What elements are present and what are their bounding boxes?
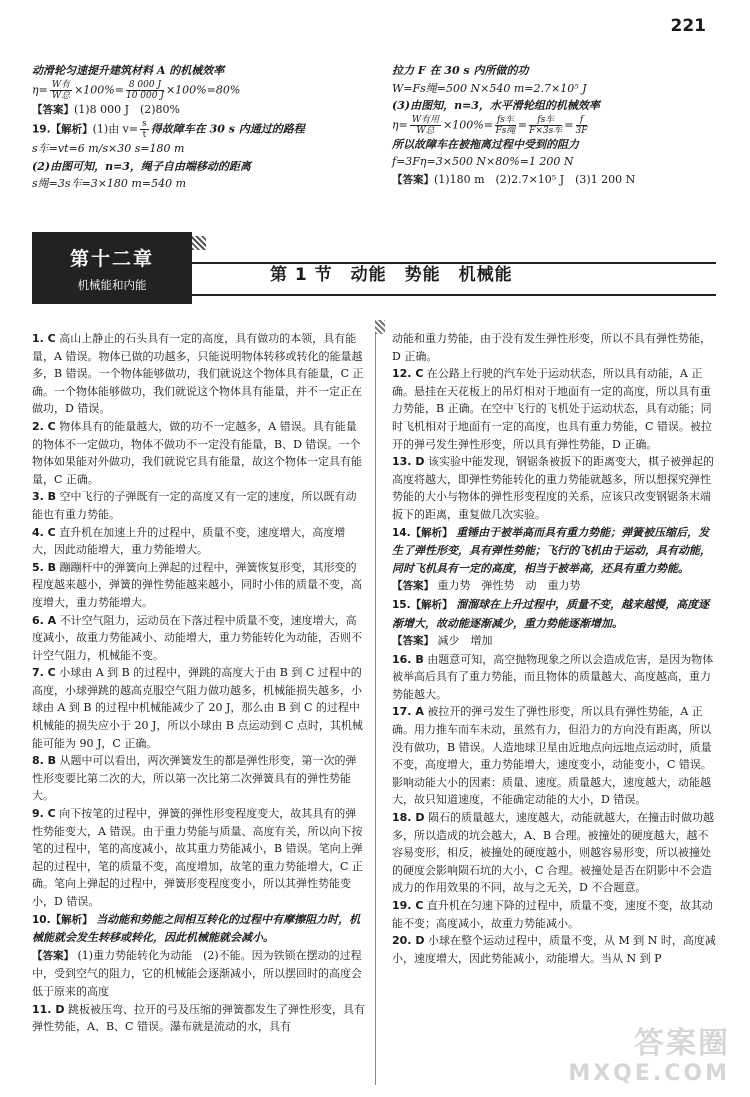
answer-item — [32, 1001, 367, 1036]
question-19: 19.【解析】(1)由 v= $\frac{s}{t}$ 得故障车在 30 s 内通过的路程 — [32, 119, 305, 141]
chapter-subtitle: 机械能和内能 — [77, 277, 147, 292]
item-number: 17. A — [392, 705, 424, 719]
answer-item — [392, 577, 717, 596]
item-number: 20. D — [392, 934, 425, 948]
item-number: 16. B — [392, 652, 424, 666]
answer-item — [392, 651, 717, 704]
item-text: (1)重力势能转化为动能 (2)不能。因为铁锁在摆动的过程中，受到空气的阻力，它的机械能会逐渐减小，所以摆回时的高度会低于原来的高度 — [32, 948, 362, 998]
item-number: 2. C — [32, 419, 56, 433]
item-number: 【答案】 — [392, 635, 434, 648]
answer-item — [32, 947, 367, 1001]
answer-item — [32, 559, 367, 612]
item-text: 小球在整个运动过程中，质量不变，从 M 到 N 时，高度减小，速度增大，因此势能减小，动能增大。当从 N 到 P — [392, 934, 716, 965]
item-text: 小球由 A 到 B 的过程中，弹跳的高度大于由 B 到 C 过程中的高度，小球弹跳的越高克服空气阻力做功越多，机械能损失越多，小球由 A 到 B 的过程中机械能减少了 20 J，那么由 B 到 C 的过程中机械能的损失应小于 20 J，所以小球由 B 点运动到 C 点时，其机械能可能为 90 J，C 正确。 — [32, 666, 363, 750]
item-text: 直升机在加速上升的过程中，质量不变，速度增大，高度增大，因此动能增大，重力势能增大。 — [32, 525, 346, 557]
chapter-banner — [32, 232, 192, 304]
text-line: 拉力 F 在 30 s 内所做的功 — [392, 64, 529, 77]
item-number: 5. B — [32, 560, 57, 574]
item-text: 直升机在匀速下降的过程中，质量不变，速度不变，故其动能不变；高度减小，故重力势能减小。 — [392, 899, 713, 930]
item-text: 由题意可知，高空抛物现象之所以会造成危害，是因为物体被举高后具有了重力势能，而且物体的质量越大、高度越高，重力势能越大。 — [392, 652, 714, 701]
text-line: f=3Fη=3×500 N×80%=1 200 N — [392, 155, 574, 169]
item-number: 8. B — [32, 754, 57, 768]
column-divider — [375, 320, 376, 1085]
item-number: 6. A — [32, 613, 57, 627]
item-number: 12. C — [392, 367, 424, 381]
item-text: 物体具有的能量越大，做的功不一定越多，A 错误。具有能量的物体不一定做功，物体不做功不一定没有能量，B、D 错误。一个物体如果能对外做功，我们就说它具有能量，故这个物体一定具有能量，C 正确。 — [32, 419, 362, 486]
item-number: 3. B — [32, 490, 57, 504]
item-number: 18. D — [392, 811, 425, 825]
answer-item — [32, 330, 367, 418]
answer-item — [32, 805, 367, 911]
item-number: 4. C — [32, 525, 56, 539]
answer-item — [392, 809, 717, 897]
item-number: 9. C — [32, 807, 56, 821]
answer-item — [392, 897, 717, 932]
item-text: 减少 增加 — [437, 634, 493, 648]
hatch-ornament — [375, 320, 385, 334]
answer-item — [32, 752, 367, 805]
answer-item — [32, 488, 367, 523]
item-text: 重力势 弹性势 动 重力势 — [437, 579, 581, 593]
item-text: 蹦蹦杆中的弹簧向上弹起的过程中，弹簧恢复形变，其形变的程度越来越小，弹簧的弹性势能越来越小，同时小伟的质量不变，高度增大，重力势能增大。 — [32, 560, 362, 609]
answer-item — [392, 596, 717, 632]
answer-item — [392, 330, 717, 365]
top-right-solution — [392, 62, 722, 190]
item-text: 空中飞行的子弹既有一定的高度又有一定的速度，所以既有动能也有重力势能。 — [32, 490, 357, 521]
item-text: 陨石的质量越大，速度越大，动能就越大，在撞击时做功越多，所以造成的坑会越大，A、B 合理。被撞处的硬度越大，越不容易变形，相反，被撞处的硬度越小，则越容易形变，所以被撞处的硬度会影响陨石坑的大小，C 合理。被撞处是否在阴影中不会造成力的作用效果的不同，故与之无关，D 不合题意。 — [392, 811, 714, 895]
item-text: 动能和重力势能，由于没有发生弹性形变，所以不具有弹性势能，D 正确。 — [392, 332, 711, 363]
item-text: 跳板被压弯、拉开的弓及压缩的弹簧都发生了弹性形变，具有弹性势能，A、B、C 错误。瀑布就是流动的水，具有 — [32, 1002, 365, 1034]
answer-item — [392, 365, 717, 453]
text-line: 所以故障车在被拖离过程中受到的阻力 — [392, 137, 579, 151]
item-text: 在公路上行驶的汽车处于运动状态，所以具有动能，A 正确。悬挂在天花板上的吊灯相对于地面有一定的高度，所以具有重力势能，B 正确。在空中飞行的飞机处于运动状态，具有动能；同时飞机相对于地面有一定的高度，也具有重力势能，C 错误。被拉开的弹弓发生弹性形变，所以具有弹性势能，D 正确。 — [392, 367, 712, 451]
hatch-ornament — [192, 236, 206, 250]
item-number: 13. D — [392, 455, 425, 469]
item-text: 溜溜球在上升过程中，质量不变，越来越慢，高度逐渐增大，故动能逐渐减少，重力势能逐渐增加。 — [392, 597, 710, 630]
item-number: 【答案】 — [392, 580, 434, 593]
answer-item — [32, 664, 367, 752]
answers-left-column — [32, 330, 367, 1036]
item-text: 当动能和势能之间相互转化的过程中有摩擦阻力时，机械能就会发生转移或转化，因此机械能就会减小。 — [32, 912, 361, 945]
answer-line: 【答案】(1)180 m (2)2.7×10⁵ J (3)1 200 N — [392, 172, 636, 186]
item-text: 高山上静止的石头具有一定的高度，具有做功的本领，具有能量，A 错误。物体已做的功越多，只能说明物体转移或转化的能量越多，B 错误。一个物体能够做功，我们就说这个物体具有能量，C 正确。一个物体能够做功，我们就说这个物体具有能量，并不一定正在做功，D 错误。 — [32, 332, 364, 416]
item-number: 10.【解析】 — [32, 913, 93, 926]
answer-line: 【答案】(1)8 000 J (2)80% — [32, 102, 181, 116]
answers-right-column — [392, 330, 717, 967]
answer-item — [392, 453, 717, 523]
answer-item — [32, 911, 367, 947]
answer-item — [32, 524, 367, 559]
answer-item — [392, 632, 717, 651]
item-text: 被拉开的弹弓发生了弹性形变，所以具有弹性势能，A 正确。用力推车而车未动，虽然有力，但沿力的方向没有距离，所以没有做功，B 错误。人造地球卫星由近地点向远地点运动时，质量不变，高度增大，重力势能增大，速度变小，动能变小，C 错误。影响动能大小的因素：质量、速度。质量越大，速度越大，动能越大，故只知道速度，不能确定动能的大小，D 错误。 — [392, 705, 712, 807]
answer-item — [392, 932, 717, 967]
item-text: 重锤由于被举高而具有重力势能；弹簧被压缩后，发生了弹性形变，具有弹性势能；飞行的飞机由于运动，具有动能，同时飞机具有一定的高度，相当于被举高，还具有重力势能。 — [392, 525, 711, 575]
text-line: (2)由图可知，n=3，绳子自由端移动的距离 — [32, 159, 251, 173]
text-line: s车=vt=6 m/s×30 s=180 m — [32, 142, 185, 156]
answer-item — [392, 703, 717, 809]
item-text: 从题中可以看出，两次弹簧发生的都是弹性形变，第一次的弹性形变要比第二次的大，所以第一次比第二次弹簧具有的弹性势能大。 — [32, 754, 357, 803]
section-title: 第 1 节 动能 势能 机械能 — [270, 265, 513, 285]
item-number: 1. C — [32, 332, 56, 345]
text-line: 动滑轮匀速提升建筑材料 A 的机械效率 — [32, 64, 225, 77]
item-text: 向下按笔的过程中，弹簧的弹性形变程度变大，故其具有的弹性势能变大，A 错误。由于重力势能与质量、高度有关，所以向下按笔的过程中，笔的高度减小，故其重力势能减小，B 错误。笔向上弹起的过程中，笔的质量不变，高度增加，故笔的重力势能增大，C 正确。笔向上弹起的过程中，弹簧形变程度变小，所以其弹性势能变小，D 错误。 — [32, 807, 363, 908]
efficiency-formula: η= W有 W总 ×100%= $\frac{8 000 J}{10 000 J}$ ×100%=80% — [32, 79, 241, 101]
item-text: 该实验中能发现，钢锯条被扳下的距离变大，棋子被弹起的高度将越大，即弹性势能转化的重力势能就越多，所以想探究弹性势能的大小与物体的弹性形变程度的关系，应该只改变钢锯条末端扳下的距离，重复做几次实验。 — [392, 455, 714, 521]
item-number: 11. D — [32, 1002, 65, 1016]
chapter-title: 第十二章 — [69, 247, 154, 270]
text-line: (3)由图知，n=3，水平滑轮组的机械效率 — [392, 99, 600, 113]
item-number: 15.【解析】 — [392, 598, 453, 611]
item-number: 【答案】 — [32, 949, 74, 962]
text-line: W=Fs绳=500 N×540 m=2.7×10⁵ J — [392, 81, 587, 95]
item-number: 7. C — [32, 666, 56, 680]
page-number: 221 — [670, 16, 706, 36]
item-text: 不计空气阻力，运动员在下落过程中质量不变，速度增大，高度减小，故重力势能减小、动能增大，重力势能转化为动能，否则不计空气阻力，机械能不变。 — [32, 613, 362, 662]
watermark-logo: 答案圈 MXQE.COM — [568, 1026, 730, 1086]
top-left-solution — [32, 62, 362, 193]
answer-item — [32, 612, 367, 665]
answer-item — [32, 418, 367, 488]
answer-item — [392, 524, 717, 578]
item-number: 14.【解析】 — [392, 526, 453, 539]
item-number: 19. C — [392, 899, 424, 912]
text-line: s绳=3s车=3×180 m=540 m — [32, 177, 186, 191]
efficiency-formula: η= W有用 W总 ×100%= fs车 Fs绳 = fs车 F×3s车 = $\frac{f}{3F}$ — [392, 114, 588, 136]
